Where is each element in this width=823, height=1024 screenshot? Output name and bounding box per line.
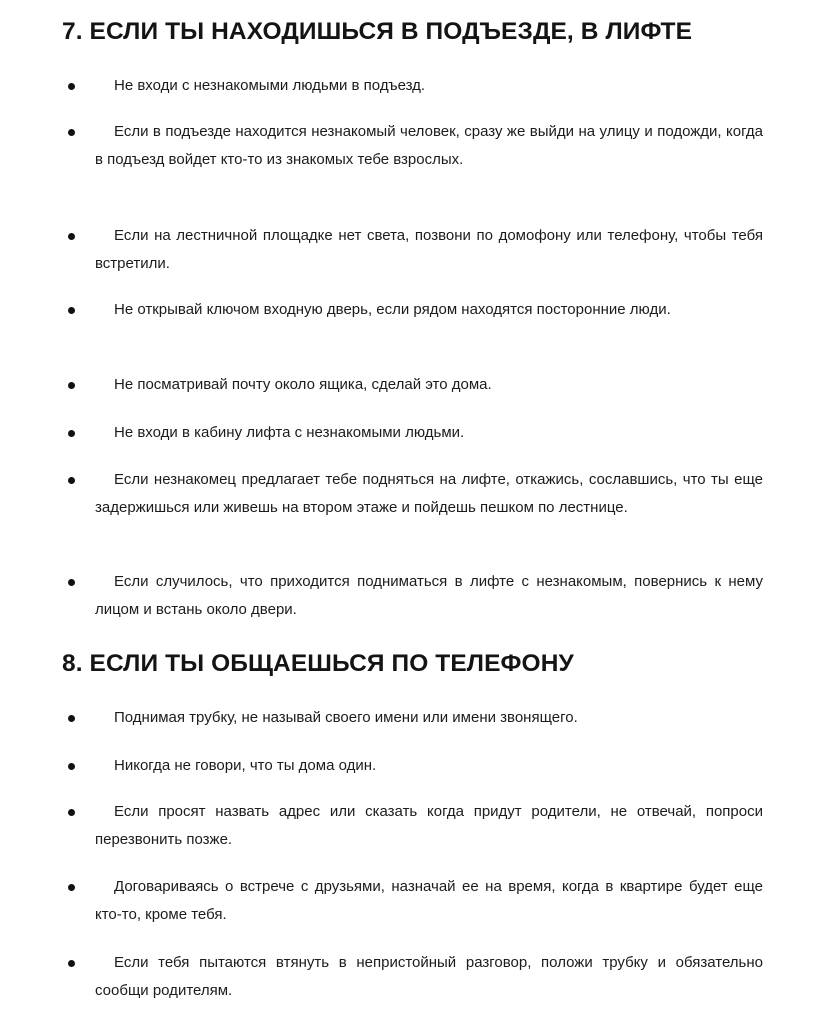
bullet-icon <box>68 809 75 816</box>
bullet-icon <box>68 382 75 389</box>
list-item-text: Не посматривай почту около ящика, сделай это дома. <box>114 376 492 393</box>
bullet-icon <box>68 579 75 586</box>
bullet-icon <box>68 83 75 90</box>
section-heading: 7. ЕСЛИ ТЫ НАХОДИШЬСЯ В ПОДЪЕЗДЕ, В ЛИФТЕ <box>62 18 693 45</box>
bullet-icon <box>68 233 75 240</box>
bullet-icon <box>68 763 75 770</box>
list-item-text: Не открывай ключом входную дверь, если рядом находятся посторонние люди. <box>114 301 671 318</box>
bullet-icon <box>68 129 75 136</box>
bullet-icon <box>68 430 75 437</box>
bullet-icon <box>68 715 75 722</box>
bullet-icon <box>68 307 75 314</box>
list-item-text: Поднимая трубку, не называй своего имени или имени звонящего. <box>114 709 578 726</box>
section-heading: 8. ЕСЛИ ТЫ ОБЩАЕШЬСЯ ПО ТЕЛЕФОНУ <box>62 650 574 677</box>
bullet-icon <box>68 477 75 484</box>
list-item-text: Договариваясь о встрече с друзьями, назначай ее на время, когда в квартире будет еще кто-то, кроме тебя. <box>95 878 763 923</box>
bullet-icon <box>68 884 75 891</box>
list-item-text: Если в подъезде находится незнакомый человек, сразу же выйди на улицу и подожди, когда в подъезд войдет кто-то из знакомых тебе взрослых. <box>95 123 763 168</box>
list-item-text: Если на лестничной площадке нет света, позвони по домофону или телефону, чтобы тебя встретили. <box>95 227 763 272</box>
list-item-text: Не входи с незнакомыми людьми в подъезд. <box>114 77 426 94</box>
list-item-text: Если незнакомец предлагает тебе подняться на лифте, откажись, сославшись, что ты еще задержишься или живешь на втором этаже и пойдешь пешком по лестнице. <box>95 471 763 516</box>
list-item-text: Если просят назвать адрес или сказать когда придут родители, не отвечай, попроси перезвонить позже. <box>95 803 763 848</box>
list-item-text: Не входи в кабину лифта с незнакомыми людьми. <box>114 424 465 441</box>
list-item-text: Если тебя пытаются втянуть в непристойный разговор, положи трубку и обязательно сообщи родителям. <box>95 954 763 999</box>
list-item-text: Если случилось, что приходится подниматься в лифте с незнакомым, повернись к нему лицом и встань около двери. <box>95 573 763 618</box>
bullet-icon <box>68 960 75 967</box>
list-item-text: Никогда не говори, что ты дома один. <box>114 757 377 774</box>
